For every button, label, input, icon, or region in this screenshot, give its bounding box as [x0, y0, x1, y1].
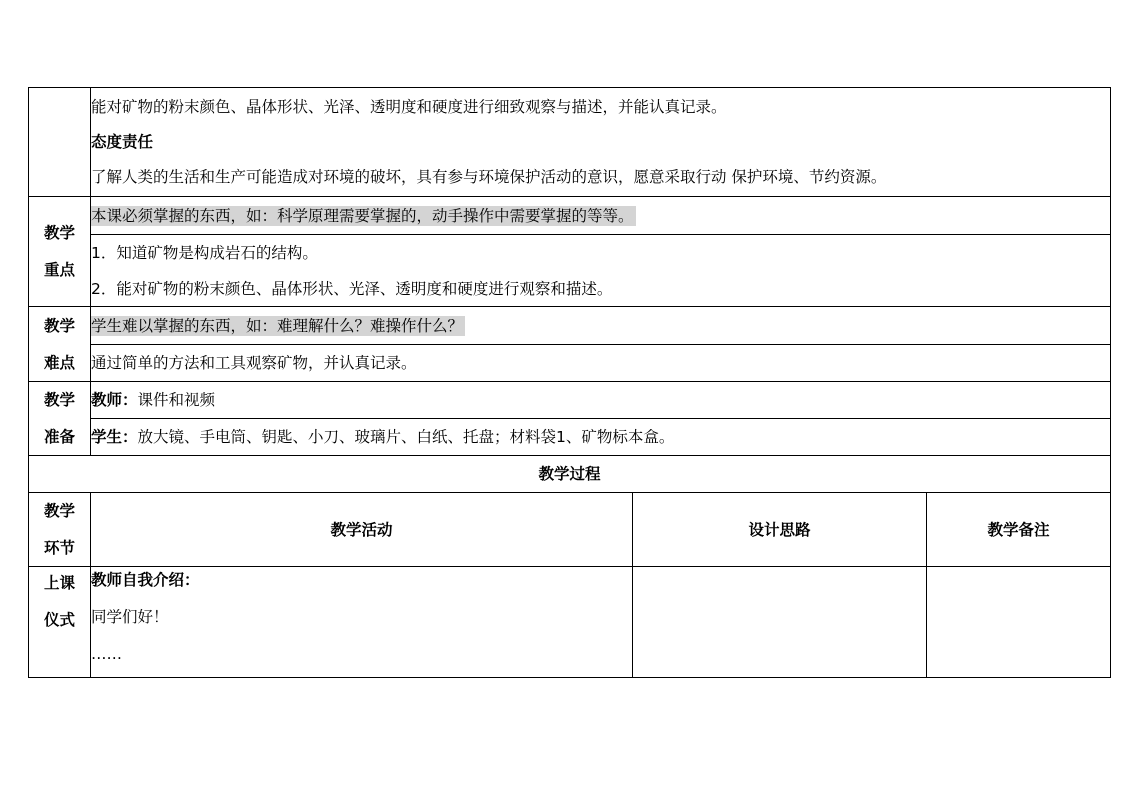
process-row: [29, 567, 1111, 678]
notes-header: 教学备注: [927, 493, 1111, 567]
difficulties-text: 通过简单的方法和工具观察矿物，并认真记录。: [91, 345, 1111, 382]
objective-line-attitude: 了解人类的生活和生产可能造成对环境的破坏，具有参与环境保护活动的意识，愿意采取行动 保护环境、节约资源。: [91, 168, 887, 186]
activity-line-1: 教师自我介绍：: [91, 571, 200, 589]
difficulties-row-1: [29, 307, 1111, 345]
process-header-row: [29, 493, 1111, 567]
key-points-row-2: [29, 235, 1111, 307]
activity-header: 教学活动: [91, 493, 633, 567]
preparation-label: 教学 准备: [29, 382, 91, 456]
process-row-activity: [91, 567, 633, 678]
difficulties-row-2: [29, 345, 1111, 382]
key-points-label: 教学 重点: [29, 197, 91, 307]
activity-line-2: 同学们好！: [91, 608, 169, 626]
key-points-hint: 本课必须掌握的东西，如：科学原理需要掌握的，动手操作中需要掌握的等等。: [91, 206, 634, 225]
process-title-row: [29, 456, 1111, 493]
key-point-2: 2．能对矿物的粉末颜色、晶体形状、光泽、透明度和硬度进行观察和描述。: [91, 279, 613, 298]
difficulties-hint: 学生难以掌握的东西，如：难理解什么？难操作什么？: [91, 316, 464, 335]
stage-header: 教学 环节: [29, 493, 91, 567]
process-row-stage: 上课 仪式: [29, 567, 91, 678]
student-preparation: 学生：放大镜、手电筒、钥匙、小刀、玻璃片、白纸、托盘；材料袋1、矿物标本盒。: [91, 419, 1111, 456]
key-point-1: 1．知道矿物是构成岩石的结构。: [91, 243, 318, 262]
process-title: 教学过程: [29, 456, 1111, 493]
difficulties-hint-cell: [91, 307, 1111, 345]
key-points-hint-cell: [91, 197, 1111, 235]
key-points-list: [91, 235, 1111, 307]
objectives-label-cell: [29, 88, 91, 197]
preparation-row-1: [29, 382, 1111, 419]
activity-line-3: ……: [91, 645, 122, 663]
objectives-row: [29, 88, 1111, 197]
key-points-row-1: [29, 197, 1111, 235]
difficulties-label: 教学 难点: [29, 307, 91, 382]
attitude-heading: 态度责任: [91, 133, 154, 151]
objective-line-skills: 能对矿物的粉末颜色、晶体形状、光泽、透明度和硬度进行细致观察与描述，并能认真记录。: [91, 98, 727, 116]
teacher-preparation: 教师：课件和视频: [91, 382, 1111, 419]
lesson-plan-table: [28, 87, 1111, 678]
process-row-notes: [927, 567, 1111, 678]
objectives-content: [91, 88, 1111, 197]
preparation-row-2: [29, 419, 1111, 456]
design-header: 设计思路: [633, 493, 927, 567]
process-row-design: [633, 567, 927, 678]
